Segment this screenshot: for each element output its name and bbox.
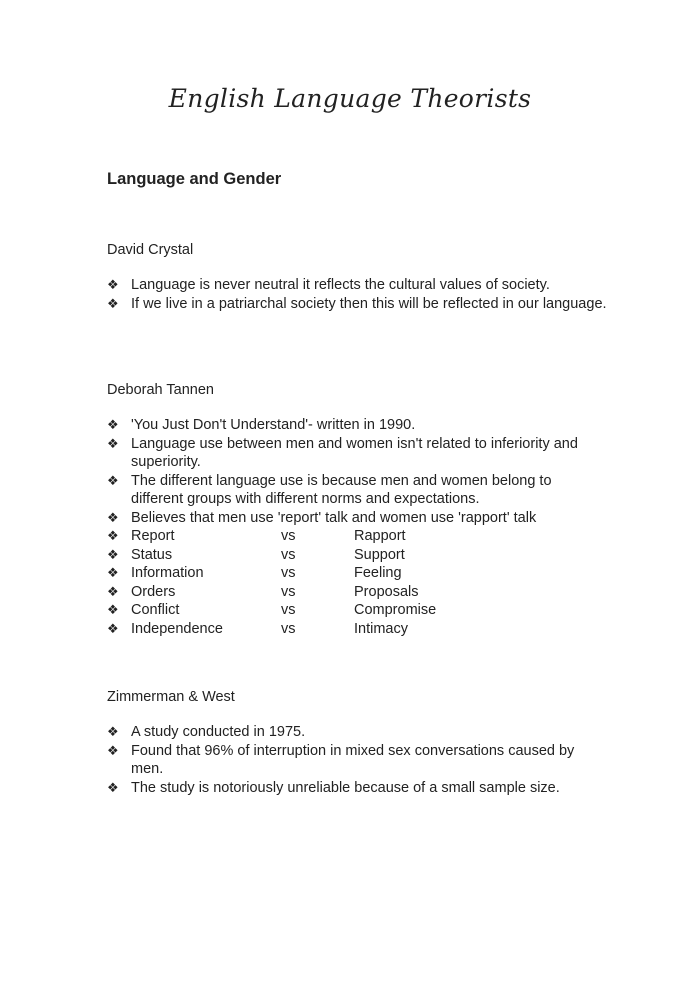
comparison-row — [107, 583, 607, 602]
theorist-section-tannen — [107, 381, 607, 638]
four-diamond-bullet-icon: ❖ — [107, 472, 119, 488]
point-text: The study is notoriously unreliable because of a small sample size. — [131, 779, 560, 796]
four-diamond-bullet-icon: ❖ — [107, 295, 119, 311]
list-item — [107, 416, 607, 435]
list-item — [107, 435, 607, 472]
section-heading: Language and Gender — [107, 170, 282, 188]
four-diamond-bullet-icon: ❖ — [107, 417, 119, 432]
theorist-section-crystal — [107, 241, 607, 313]
four-diamond-bullet-icon: ❖ — [107, 724, 119, 739]
comparison-left: Status — [131, 546, 173, 563]
four-diamond-bullet-icon: ❖ — [107, 546, 119, 562]
comparison-right: Proposals — [354, 583, 419, 600]
tannen-points-list — [107, 416, 607, 638]
comparison-right: Support — [354, 546, 405, 563]
four-diamond-bullet-icon: ❖ — [107, 528, 119, 543]
four-diamond-bullet-icon: ❖ — [107, 277, 119, 292]
point-text: 'You Just Don't Understand'- written in 1990. — [131, 417, 416, 433]
list-item — [107, 509, 607, 528]
comparison-right: Feeling — [354, 565, 402, 581]
comparison-right: Compromise — [354, 602, 437, 618]
comparison-row — [107, 546, 607, 565]
theorist-section-zimmerman-west — [107, 688, 607, 797]
point-text: Found that 96% of interruption in mixed sex conversations caused by men. — [131, 742, 575, 777]
comparison-row — [107, 601, 607, 620]
list-item — [107, 472, 607, 509]
comparison-left: Information — [131, 565, 204, 581]
comparison-left: Conflict — [131, 602, 180, 618]
list-item — [107, 276, 607, 295]
comparison-vs: vs — [281, 602, 296, 618]
theorist-name: Deborah Tannen — [107, 382, 214, 398]
point-text: Language use between men and women isn't related to inferiority and superiority. — [131, 435, 578, 470]
four-diamond-bullet-icon: ❖ — [107, 509, 119, 525]
document-title: English Language Theorists — [168, 84, 532, 113]
theorist-name: David Crystal — [107, 242, 194, 258]
comparison-left: Report — [131, 528, 175, 544]
point-text: Believes that men use 'report' talk and women use 'rapport' talk — [131, 509, 537, 526]
point-text: If we live in a patriarchal society then this will be reflected in our language. — [131, 295, 607, 312]
list-item — [107, 723, 607, 742]
comparison-vs: vs — [281, 583, 296, 600]
four-diamond-bullet-icon: ❖ — [107, 620, 119, 636]
comparison-vs: vs — [281, 565, 296, 581]
point-text: Language is never neutral it reflects the cultural values of society. — [131, 277, 550, 293]
comparison-right: Rapport — [354, 528, 406, 544]
point-text: The different language use is because men and women belong to different groups with different norms and expectations. — [131, 472, 552, 507]
list-item — [107, 295, 607, 314]
four-diamond-bullet-icon: ❖ — [107, 583, 119, 599]
crystal-points-list — [107, 276, 607, 313]
four-diamond-bullet-icon: ❖ — [107, 779, 119, 795]
comparison-left: Orders — [131, 583, 176, 600]
comparison-left: Independence — [131, 620, 223, 637]
comparison-vs: vs — [281, 620, 296, 637]
list-item — [107, 742, 607, 779]
four-diamond-bullet-icon: ❖ — [107, 435, 119, 451]
comparison-vs: vs — [281, 546, 296, 563]
four-diamond-bullet-icon: ❖ — [107, 742, 119, 758]
point-text: A study conducted in 1975. — [131, 724, 306, 740]
comparison-row — [107, 527, 607, 546]
theorist-name: Zimmerman & West — [107, 689, 235, 705]
zimmerman-points-list — [107, 723, 607, 797]
comparison-right: Intimacy — [354, 620, 408, 637]
four-diamond-bullet-icon: ❖ — [107, 602, 119, 617]
four-diamond-bullet-icon: ❖ — [107, 565, 119, 580]
comparison-row — [107, 620, 607, 639]
list-item — [107, 779, 607, 798]
comparison-row — [107, 564, 607, 583]
comparison-vs: vs — [281, 528, 296, 544]
